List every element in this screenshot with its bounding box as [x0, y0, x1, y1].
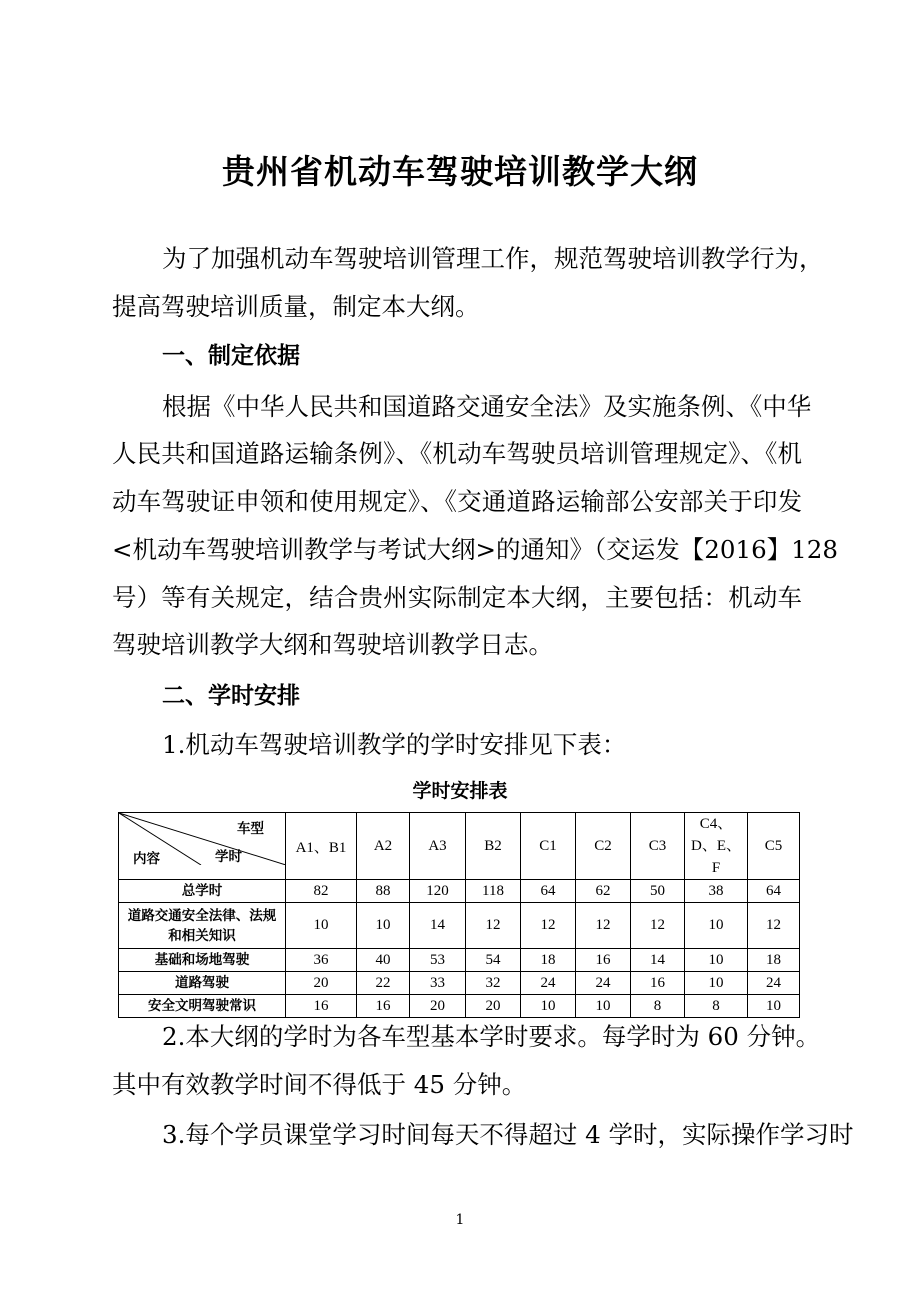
table-cell: 10 [685, 903, 748, 949]
corner-header-cell [119, 813, 286, 880]
table-cell: 10 [286, 903, 357, 949]
row-label: 道路交通安全法律、法规和相关知识 [119, 903, 286, 949]
table-cell: 20 [466, 995, 521, 1018]
row-label: 总学时 [119, 880, 286, 903]
table-cell: 118 [466, 880, 521, 903]
column-header: A2 [357, 813, 410, 880]
table-cell: 82 [286, 880, 357, 903]
table-row [119, 949, 800, 972]
table-cell: 16 [631, 972, 685, 995]
section-2-item-1: 1.机动车驾驶培训教学的学时安排见下表： [162, 730, 627, 759]
study-hours-table [118, 812, 800, 1018]
table-cell: 10 [576, 995, 631, 1018]
table-caption: 学时安排表 [412, 780, 508, 802]
section-1-line-1: 根据《中华人民共和国道路交通安全法》及实施条例、《中华 [162, 392, 812, 421]
table-row [119, 880, 800, 903]
column-header: C2 [576, 813, 631, 880]
table-cell: 14 [410, 903, 466, 949]
table-cell: 24 [576, 972, 631, 995]
table-cell: 10 [748, 995, 800, 1018]
table-cell: 12 [466, 903, 521, 949]
corner-label-content: 内容 [133, 851, 160, 867]
table-cell: 10 [685, 949, 748, 972]
document-title: 贵州省机动车驾驶培训教学大纲 [222, 152, 698, 191]
section-2-item-2-line-2: 其中有效教学时间不得低于 45 分钟。 [112, 1070, 527, 1099]
corner-label-vehicle: 车型 [237, 821, 264, 837]
corner-label-hours: 学时 [215, 849, 242, 865]
table-cell: 24 [521, 972, 576, 995]
table-cell: 20 [410, 995, 466, 1018]
row-label: 安全文明驾驶常识 [119, 995, 286, 1018]
section-2-item-2-line-1: 2.本大纲的学时为各车型基本学时要求。每学时为 60 分钟。 [162, 1022, 821, 1051]
intro-line-2: 提高驾驶培训质量，制定本大纲。 [112, 292, 480, 321]
table-cell: 62 [576, 880, 631, 903]
table-cell: 12 [631, 903, 685, 949]
table-cell: 33 [410, 972, 466, 995]
table-cell: 24 [748, 972, 800, 995]
section-1-line-5: 号）等有关规定，结合贵州实际制定本大纲，主要包括：机动车 [112, 583, 802, 612]
column-header: C5 [748, 813, 800, 880]
table-cell: 120 [410, 880, 466, 903]
row-label: 基础和场地驾驶 [119, 949, 286, 972]
section-1-line-4: <机动车驾驶培训教学与考试大纲>的通知》（交运发【2016】128 [112, 535, 838, 564]
section-2-heading: 二、学时安排 [162, 683, 300, 709]
table-cell: 20 [286, 972, 357, 995]
section-1-line-6: 驾驶培训教学大纲和驾驶培训教学日志。 [112, 630, 553, 659]
table-cell: 18 [521, 949, 576, 972]
column-header: A3 [410, 813, 466, 880]
table-cell: 22 [357, 972, 410, 995]
intro-line-1: 为了加强机动车驾驶培训管理工作，规范驾驶培训教学行为， [162, 244, 824, 273]
column-header: A1、B1 [286, 813, 357, 880]
column-header: B2 [466, 813, 521, 880]
row-label: 道路驾驶 [119, 972, 286, 995]
table-cell: 8 [685, 995, 748, 1018]
column-header: C1 [521, 813, 576, 880]
table-cell: 12 [521, 903, 576, 949]
table-cell: 16 [576, 949, 631, 972]
table-cell: 12 [576, 903, 631, 949]
column-header: C3 [631, 813, 685, 880]
table-header-row [119, 813, 800, 880]
table-cell: 53 [410, 949, 466, 972]
table-cell: 40 [357, 949, 410, 972]
table-cell: 32 [466, 972, 521, 995]
table-cell: 14 [631, 949, 685, 972]
table-cell: 8 [631, 995, 685, 1018]
section-1-line-2: 人民共和国道路运输条例》、《机动车驾驶员培训管理规定》、《机 [112, 439, 802, 468]
table-cell: 10 [685, 972, 748, 995]
table-row [119, 972, 800, 995]
table-cell: 16 [357, 995, 410, 1018]
section-1-heading: 一、制定依据 [162, 343, 300, 369]
table-cell: 64 [748, 880, 800, 903]
table-cell: 36 [286, 949, 357, 972]
column-header: C4、D、E、F [685, 813, 748, 880]
table-cell: 64 [521, 880, 576, 903]
table-row [119, 995, 800, 1018]
page-number: 1 [455, 1212, 465, 1228]
table-cell: 18 [748, 949, 800, 972]
table-cell: 10 [521, 995, 576, 1018]
table-cell: 88 [357, 880, 410, 903]
table-cell: 50 [631, 880, 685, 903]
table-cell: 10 [357, 903, 410, 949]
table-row [119, 903, 800, 949]
table-cell: 38 [685, 880, 748, 903]
section-2-item-3: 3.每个学员课堂学习时间每天不得超过 4 学时，实际操作学习时 [162, 1120, 854, 1149]
table-cell: 54 [466, 949, 521, 972]
section-1-line-3: 动车驾驶证申领和使用规定》、《交通道路运输部公安部关于印发 [112, 487, 802, 516]
table-cell: 16 [286, 995, 357, 1018]
table-cell: 12 [748, 903, 800, 949]
